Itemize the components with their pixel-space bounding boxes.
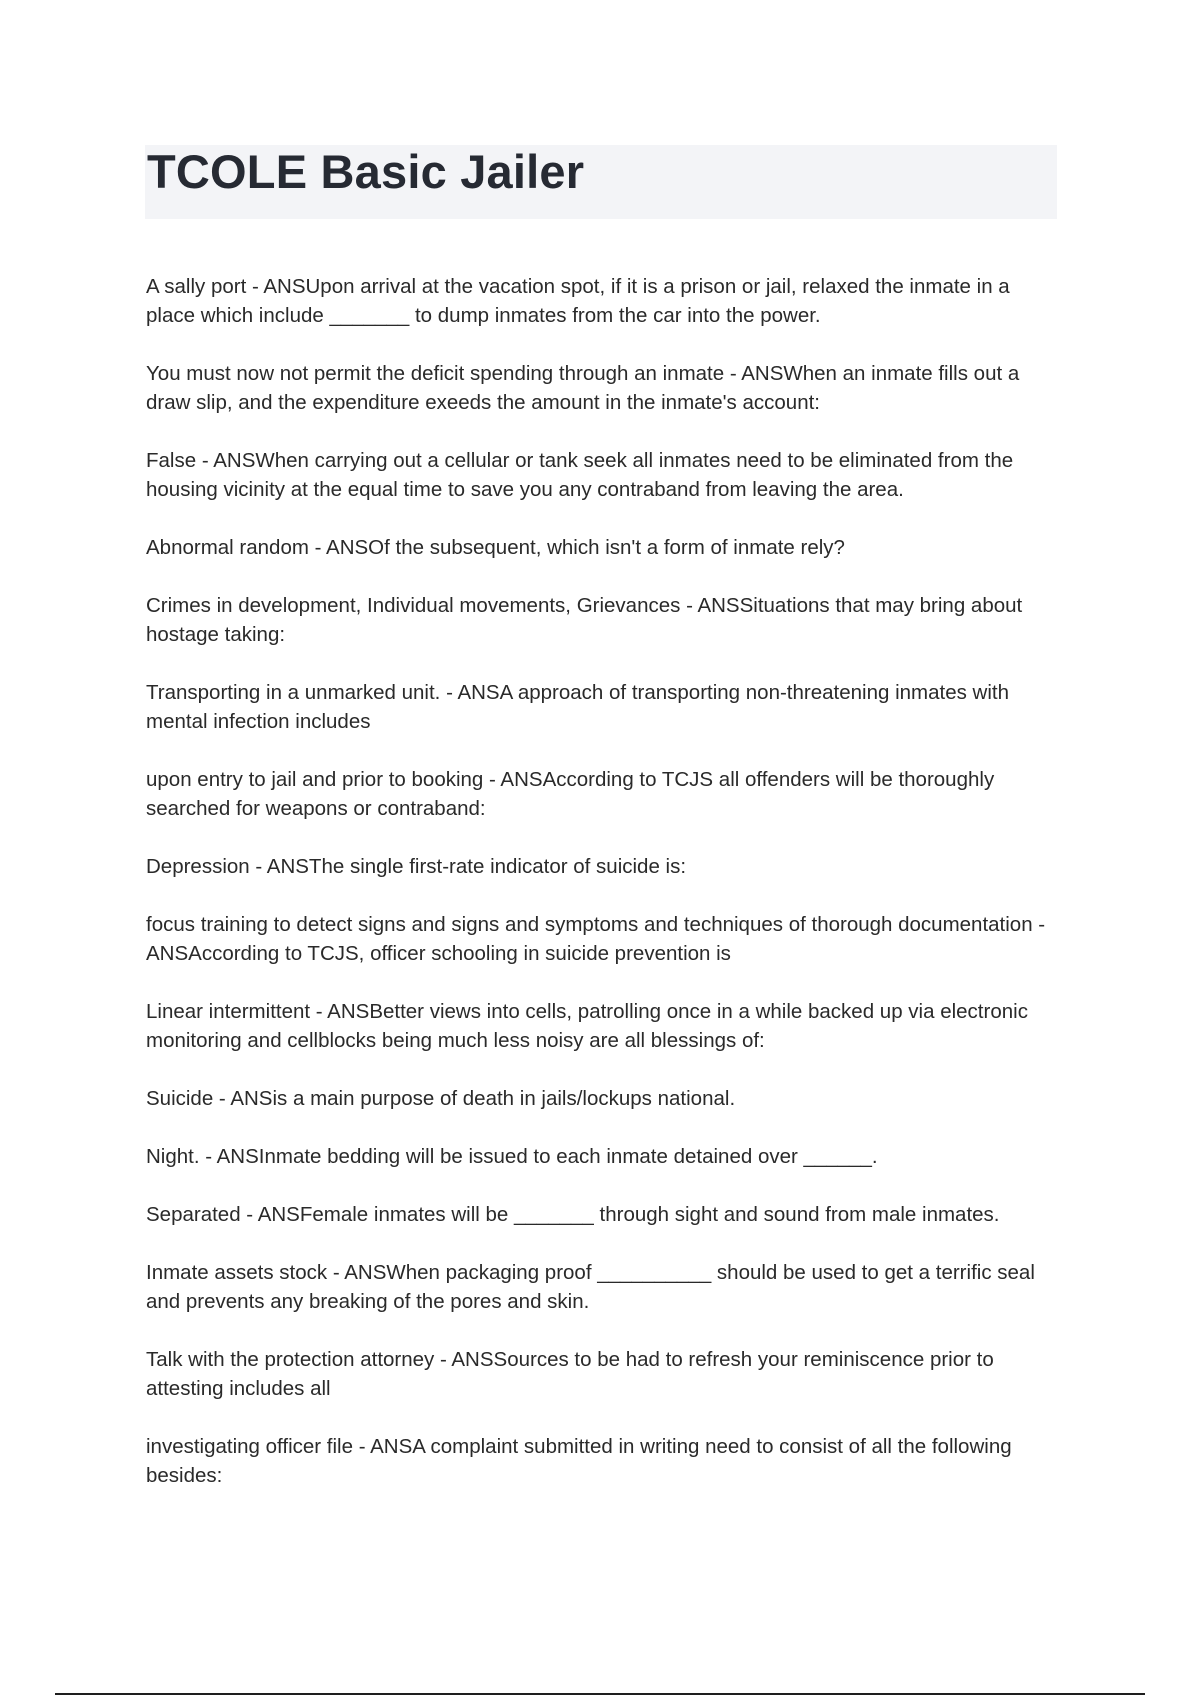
qa-item: Depression - ANSThe single first-rate indicator of suicide is: (146, 855, 687, 878)
qa-item: Separated - ANSFemale inmates will be _______ through sight and sound from male inmates. (146, 1203, 1000, 1226)
qa-item: Crimes in development, Individual movements, Grievances - ANSSituations that may bring about hostage taking: (146, 594, 1023, 646)
qa-item: Night. - ANSInmate bedding will be issued to each inmate detained over ______. (146, 1145, 878, 1168)
qa-item: False - ANSWhen carrying out a cellular or tank seek all inmates need to be eliminated from the housing vicinity at the equal time to save you any contraband from leaving the area. (146, 449, 1014, 501)
qa-item: Inmate assets stock - ANSWhen packaging proof __________ should be used to get a terrific seal and prevents any breaking of the pores and skin. (146, 1261, 1035, 1313)
qa-item: Linear intermittent - ANSBetter views into cells, patrolling once in a while backed up via electronic monitoring and cellblocks being much less noisy are all blessings of: (146, 1000, 1028, 1052)
qa-item: focus training to detect signs and signs and symptoms and techniques of thorough documentation - ANSAccording to TCJS, officer schooling in suicide prevention is (146, 913, 1046, 965)
qa-item: A sally port - ANSUpon arrival at the vacation spot, if it is a prison or jail, relaxed the inmate in a place which include _______ to dump inmates from the car into the power. (146, 275, 1010, 327)
qa-item: upon entry to jail and prior to booking - ANSAccording to TCJS all offenders will be thoroughly searched for weapons or contraband: (146, 768, 995, 820)
page-title: TCOLE Basic Jailer (147, 145, 585, 198)
qa-item: You must now not permit the deficit spending through an inmate - ANSWhen an inmate fills out a draw slip, and the expenditure exeeds the amount in the inmate's account: (146, 362, 1020, 414)
qa-list (146, 272, 1061, 1519)
qa-item: Transporting in a unmarked unit. - ANSA approach of transporting non-threatening inmates with mental infection includes (146, 681, 1010, 733)
qa-item: Abnormal random - ANSOf the subsequent, which isn't a form of inmate rely? (146, 536, 845, 559)
footer-divider (55, 1693, 1145, 1695)
qa-item: Suicide - ANSis a main purpose of death in jails/lockups national. (146, 1087, 736, 1110)
qa-item: Talk with the protection attorney - ANSSources to be had to refresh your reminiscence prior to attesting includes all (146, 1348, 994, 1400)
qa-item: investigating officer file - ANSA complaint submitted in writing need to consist of all the following besides: (146, 1435, 1012, 1487)
